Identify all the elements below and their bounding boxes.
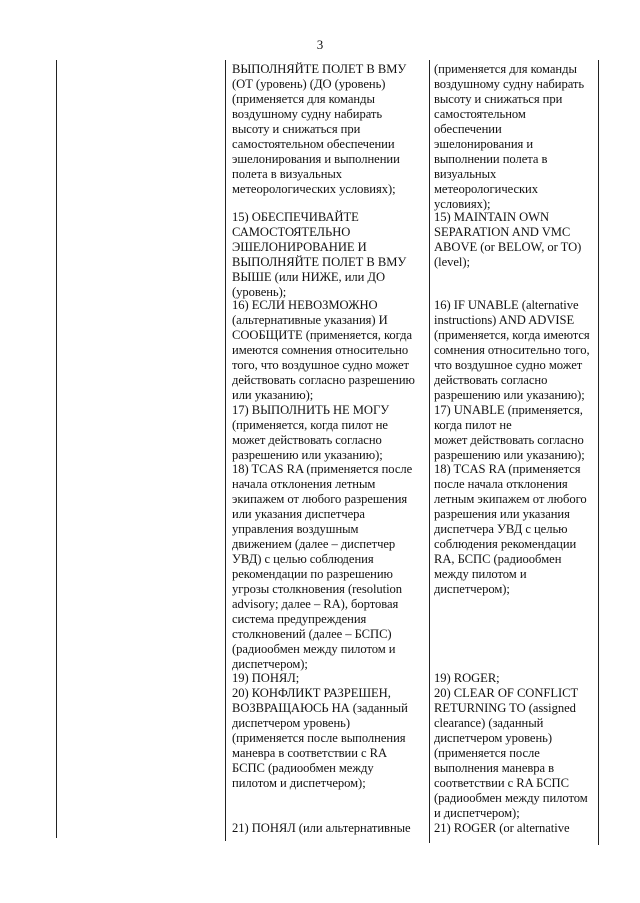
table-border-right bbox=[598, 60, 599, 845]
english-phrase-cell: 17) UNABLE (применяется, когда пилот не может действовать согласно разрешению или указанию); bbox=[434, 403, 585, 462]
page-number: 3 bbox=[316, 37, 324, 52]
english-phrase-cell: 16) IF UNABLE (alternative instructions) AND ADVISE (применяется, когда имеются сомнения относительно того, что воздушное судно может действовать согласно разрешению или указанию); bbox=[434, 298, 590, 402]
english-phrase-cell: 18) TCAS RA (применяется после начала отклонения летным экипажем от любого разрешения или указания диспетчера УВД с целью соблюдения рекомендации RA, БСПС (радиообмен между пилотом и диспетчером); bbox=[434, 462, 587, 596]
english-phrase-cell: 20) CLEAR OF CONFLICT RETURNING TO (assigned clearance) (заданный диспетчером уровень) (применяется после выполнения маневра в соответствии с RA БСПС (радиообмен между пилотом и диспетчером); bbox=[434, 686, 588, 820]
russian-phrase-cell: 16) ЕСЛИ НЕВОЗМОЖНО (альтернативные указания) И СООБЩИТЕ (применяется, когда имеются сомнения относительно того, что воздушное судно может действовать согласно разрешению или указанию); bbox=[232, 298, 415, 402]
russian-phrase-cell: 15) ОБЕСПЕЧИВАЙТЕ САМОСТОЯТЕЛЬНО ЭШЕЛОНИРОВАНИЕ И ВЫПОЛНЯЙТЕ ПОЛЕТ В ВМУ ВЫШЕ (или НИЖЕ, или ДО (уровень); bbox=[232, 210, 407, 299]
table-column-divider-left bbox=[225, 60, 226, 841]
russian-phrase-cell: 21) ПОНЯЛ (или альтернативные bbox=[232, 821, 411, 835]
russian-phrase-cell: 20) КОНФЛИКТ РАЗРЕШЕН, ВОЗВРАЩАЮСЬ НА (заданный диспетчером уровень) (применяется после выполнения маневра в соответствии с RA БСПС (радиообмен между пилотом и диспетчером); bbox=[232, 686, 408, 790]
russian-phrase-cell: 18) TCAS RA (применяется после начала отклонения летным экипажем от любого разрешения или указания диспетчера управления воздушным движением (далее – диспетчер УВД) с целью соблюдения рекомендации по разрешению угрозы столкновения (resolution advisory; далее – RA), бортовая система предупреждения столкновений (далее – БСПС) (радиообмен между пилотом и диспетчером); bbox=[232, 462, 413, 671]
english-phrase-cell: (применяется для команды воздушному судну набирать высоту и снижаться при самостоятельном обеспечении эшелонирования и выполнении полета в визуальных метеорологических условиях); bbox=[434, 62, 585, 211]
english-phrase-cell: 21) ROGER (or alternative bbox=[434, 821, 570, 835]
russian-phrase-cell: 19) ПОНЯЛ; bbox=[232, 671, 300, 685]
russian-phrase-cell: 17) ВЫПОЛНИТЬ НЕ МОГУ (применяется, когда пилот не может действовать согласно разрешению или указанию); bbox=[232, 403, 390, 462]
table-border-left bbox=[56, 60, 57, 838]
russian-phrase-cell: ВЫПОЛНЯЙТЕ ПОЛЕТ В ВМУ (ОТ (уровень) (ДО (уровень) (применяется для команды воздушному судну набирать высоту и снижаться при самостоятельном обеспечении эшелонирования и выполнении полета в визуальных метеорологических условиях); bbox=[232, 62, 407, 196]
english-phrase-cell: 15) MAINTAIN OWN SEPARATION AND VMC ABOVE (or BELOW, or TO) (level); bbox=[434, 210, 582, 269]
english-phrase-cell: 19) ROGER; bbox=[434, 671, 500, 685]
table-column-divider-middle bbox=[429, 60, 430, 843]
